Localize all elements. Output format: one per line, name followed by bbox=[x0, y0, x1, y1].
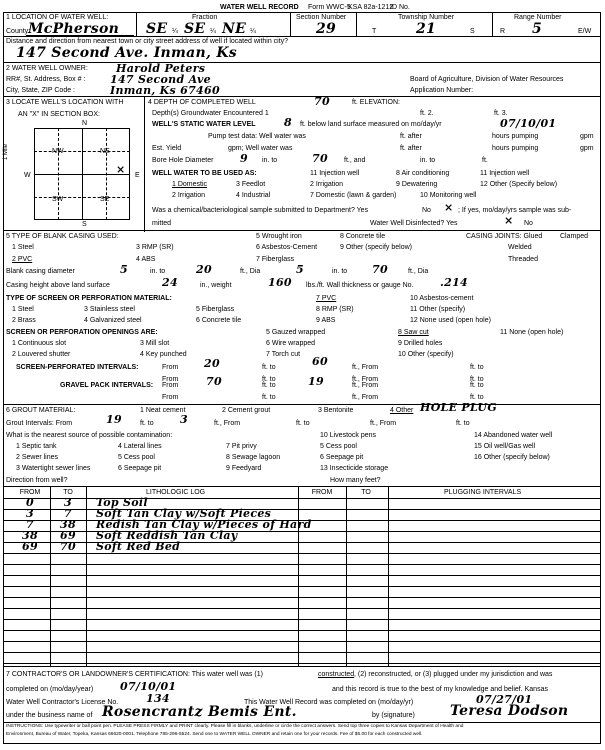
screen-intervals-label: SCREEN-PERFORATED INTERVALS: bbox=[16, 364, 139, 371]
certification-text-1: 7 CONTRACTOR'S OR LANDOWNER'S CERTIFICATION: This water well was (1) bbox=[6, 671, 263, 678]
address-label: RR#, St. Address, Box # : bbox=[6, 76, 86, 83]
log-header-from: FROM bbox=[19, 489, 41, 496]
certification-constructed[interactable]: constructed bbox=[318, 671, 355, 678]
range-label: Range Number bbox=[514, 14, 562, 21]
log-row-rule bbox=[3, 608, 601, 609]
locate-label: 3 LOCATE WELL'S LOCATION WITH bbox=[6, 99, 124, 106]
depth-label: 4 DEPTH OF COMPLETED WELL bbox=[148, 99, 256, 106]
log-header-plugging: PLUGGING INTERVALS bbox=[444, 489, 522, 496]
county-value[interactable]: McPherson bbox=[28, 21, 120, 37]
log-row-rule bbox=[3, 509, 601, 510]
section-number-value[interactable]: 29 bbox=[316, 21, 337, 37]
log-row-to[interactable]: 3 bbox=[64, 496, 72, 509]
ksa-reference: KSA 82a-1212 bbox=[348, 4, 394, 11]
owner-label: 2 WATER WELL OWNER: bbox=[6, 65, 88, 72]
chemical-sample-no-mark: × bbox=[444, 201, 454, 214]
id-number-label: ID No. bbox=[390, 4, 410, 11]
log-row-description[interactable]: Soft Red Bed bbox=[96, 540, 181, 553]
application-number-label: Application Number: bbox=[410, 87, 474, 94]
log-row-to[interactable]: 7 bbox=[64, 507, 72, 520]
log-row-from[interactable]: 3 bbox=[26, 507, 34, 520]
county-label: County: bbox=[6, 28, 31, 35]
license-number-value[interactable]: 134 bbox=[146, 692, 170, 705]
log-row-rule bbox=[3, 542, 601, 543]
grout-other[interactable]: 4 Other bbox=[390, 407, 414, 414]
log-row-rule bbox=[3, 619, 601, 620]
section-box-instruction: AN "X" IN SECTION BOX: bbox=[18, 111, 100, 118]
signature[interactable]: Teresa Dodson bbox=[450, 703, 569, 719]
openings-label: SCREEN OR PERFORATION OPENINGS ARE: bbox=[6, 329, 158, 336]
record-date-value[interactable]: 07/27/01 bbox=[476, 693, 533, 706]
disinfected-yes-mark: × bbox=[504, 214, 514, 227]
casing-pvc[interactable]: 2 PVC bbox=[12, 256, 33, 263]
log-row-rule bbox=[3, 597, 601, 598]
water-use-label: WELL WATER TO BE USED AS: bbox=[152, 170, 257, 177]
bore-depth-value[interactable]: 70 bbox=[312, 152, 328, 165]
address-value[interactable]: 147 Second Ave bbox=[110, 73, 211, 86]
log-row-rule bbox=[3, 564, 601, 565]
log-row-from[interactable]: 0 bbox=[26, 496, 34, 509]
owner-value[interactable]: Harold Peters bbox=[116, 62, 206, 75]
instructions-line-1: INSTRUCTIONS: Use typewriter or ball point pen. PLEASE PRESS FIRMLY and PRINT clearly. Please fill in blanks, underline or circle the correct answers. Send top three copies to Kansas Department of Health and bbox=[6, 724, 464, 729]
direction-label: Direction from well? bbox=[6, 477, 68, 484]
form-number: Form WWC-5 bbox=[308, 4, 351, 11]
fraction-1[interactable]: SE bbox=[146, 21, 168, 37]
contamination-question: What is the nearest source of possible contamination: bbox=[6, 432, 173, 439]
fraction-label: Fraction bbox=[192, 14, 218, 21]
log-row-rule bbox=[3, 575, 601, 576]
township-value[interactable]: 21 bbox=[416, 21, 437, 37]
log-row-rule bbox=[3, 586, 601, 587]
township-label: Township Number bbox=[398, 14, 455, 21]
static-level-date[interactable]: 07/10/01 bbox=[500, 117, 557, 130]
opening-saw-cut[interactable]: 8 Saw cut bbox=[398, 329, 429, 336]
static-level-value[interactable]: 8 bbox=[284, 116, 292, 129]
form-title: WATER WELL RECORD bbox=[220, 4, 299, 11]
distance-value[interactable]: 147 Second Ave. Inman, Ks bbox=[16, 45, 237, 61]
log-row-from[interactable]: 69 bbox=[22, 540, 38, 553]
chemical-sample-question: Was a chemical/bacteriological sample submitted to Department? Yes bbox=[152, 207, 369, 214]
fraction-2[interactable]: SE bbox=[184, 21, 206, 37]
log-row-to[interactable]: 69 bbox=[60, 529, 76, 542]
log-row-from[interactable]: 7 bbox=[26, 518, 34, 531]
log-header-lithologic: LITHOLOGIC LOG bbox=[146, 489, 206, 496]
log-row-rule bbox=[3, 652, 601, 653]
use-domestic[interactable]: 1 Domestic bbox=[172, 181, 208, 188]
log-row-rule bbox=[3, 553, 601, 554]
fraction-3[interactable]: NE bbox=[222, 21, 247, 37]
grout-intervals-label: Grout Intervals: From bbox=[6, 420, 73, 427]
well-location-x-mark: × bbox=[116, 163, 126, 176]
location-label: 1 LOCATION OF WATER WELL: bbox=[6, 14, 109, 21]
log-row-description[interactable]: Redish Tan Clay w/Pieces of Hard bbox=[96, 518, 312, 531]
business-name-value[interactable]: Rosencrantz Bemis Ent. bbox=[102, 704, 297, 720]
bore-diameter-value[interactable]: 9 bbox=[240, 152, 248, 165]
disinfected-label: Water Well Disinfected? Yes bbox=[370, 220, 458, 227]
grout-other-value[interactable]: HOLE PLUG bbox=[420, 401, 498, 414]
groundwater-encountered-label: Depth(s) Groundwater Encountered 1 bbox=[152, 110, 269, 117]
log-row-rule bbox=[3, 531, 601, 532]
section-number-label: Section Number bbox=[296, 14, 347, 21]
log-row-description[interactable]: Soft Tan Clay w/Soft Pieces bbox=[96, 507, 272, 520]
casing-diameter-label: Blank casing diameter bbox=[6, 268, 75, 275]
log-header-to-2: TO bbox=[361, 489, 371, 496]
completed-date-value[interactable]: 07/10/01 bbox=[120, 680, 177, 693]
depth-value[interactable]: 70 bbox=[314, 95, 330, 108]
log-row-description[interactable]: Soft Reddish Tan Clay bbox=[96, 529, 238, 542]
screen-material-label: TYPE OF SCREEN OR PERFORATION MATERIAL: bbox=[6, 295, 172, 302]
log-row-rule bbox=[3, 630, 601, 631]
log-row-to[interactable]: 38 bbox=[60, 518, 76, 531]
board-label: Board of Agriculture, Division of Water Resources bbox=[410, 76, 564, 83]
grout-material-label: 6 GROUT MATERIAL: bbox=[6, 407, 76, 414]
how-many-feet-label: How many feet? bbox=[330, 477, 381, 484]
range-value[interactable]: 5 bbox=[532, 21, 543, 37]
log-row-description[interactable]: Top Soil bbox=[96, 496, 148, 509]
instructions-line-2: Environment, Bureau of Water, Topeka, Kansas 66620-0001. Telephone 785-296-5524. Send one to WATER WELL OWNER and retain one for your records. Fee of $5.00 for each constructed well. bbox=[6, 732, 423, 737]
log-row-rule bbox=[3, 663, 601, 664]
log-row-from[interactable]: 38 bbox=[22, 529, 38, 542]
distance-label: Distance and direction from nearest town or city street address of well if located within city? bbox=[6, 38, 289, 45]
casing-height-label: Casing height above land surface bbox=[6, 282, 110, 289]
casing-type-label: 5 TYPE OF BLANK CASING USED: bbox=[6, 233, 119, 240]
log-header-to: TO bbox=[63, 489, 73, 496]
static-level-label: WELL'S STATIC WATER LEVEL bbox=[152, 121, 256, 128]
city-value[interactable]: Inman, Ks 67460 bbox=[110, 84, 220, 97]
gravel-pack-label: GRAVEL PACK INTERVALS: bbox=[60, 382, 154, 389]
city-label: City, State, ZIP Code : bbox=[6, 87, 75, 94]
casing-joints-label: CASING JOINTS: Glued bbox=[466, 233, 543, 240]
log-row-rule bbox=[3, 641, 601, 642]
log-header-from-2: FROM bbox=[311, 489, 333, 496]
log-row-to[interactable]: 70 bbox=[60, 540, 76, 553]
screen-pvc[interactable]: 7 PVC bbox=[316, 295, 337, 302]
water-well-record-form: WATER WELL RECORD Form WWC-5 KSA 82a-1212 ID No. 1 LOCATION OF WATER WELL: County: McPherson Fraction SE ¼ SE ¼ NE ¼ Section Number 29 Township Number T 21 S Range Number R 5 E/W Distance and direction from nearest town or city street address of well if located within city? 147 Second Ave. Inman, Ks 2 WATER WELL OWNER: RR#, St. Address, Box # : City, State, ZIP Code : Harold Peters 147 Second Ave Inman, Ks 67460 Board of Agriculture, Division of Water Resources Application Number: 3 LOCATE WELL'S LOCATION WITH AN "X" IN SECTION BOX: N S W E 1 Mile NW NE SW SE × 4 DEPTH OF COMPLETED WELL 70 ft. ELEVATION: Depth(s) Groundwater Encountered 1 ft. 2. ft. 3. WELL'S STATIC WATER LEVEL 8 ft. below land surface measured on mo/day/yr 07/10/01 Pump test data: Well water was ft. after hours pumping gpm Est. Yield gpm; Well water was ft. after hours pumping gpm Bore Hole Diameter 9 in. to 70 ft., and in. to ft. WELL WATER TO BE USED AS: 11 Injection well 8 Air conditioning 11 Injection well 1 Domestic 3 Feedlot 2 Irrigation 9 Dewatering 12 Other (Specify below) 2 Irrigation 4 Industrial 7 Domestic (lawn & garden) 10 Monitoring well Was a chemical/bacteriological sample submitted to Department? Yes No × ; If yes, mo/day/yrs sample was sub- mitted Water Well Disinfected? Yes × No 5 TYPE OF BLANK CASING USED: 5 Wrought iron 8 Concrete tile CASING JOINTS: Glued Clamped 1 Steel 3 RMP (SR) 6 Asbestos-Cement 9 Other (specify below) Welded 2 PVC 4 ABS 7 Fiberglass Threaded Blank casing diameter 5 in. to 20 ft., Dia 5 in. to 70 ft., Dia Casing height above land surface 24 in., weight 160 lbs./ft. Wall thickness or gauge No. .214 TYPE OF SCREEN OR PERFORATION MATERIAL: 7 PVC 10 Asbestos-cement 1 Steel 3 Stainless steel 5 Fiberglass 8 RMP (SR) 11 Other (specify) 2 Brass 4 Galvanized steel 6 Concrete tile 9 ABS 12 None used (open hole) SCREEN OR PERFORATION OPENINGS ARE: 5 Gauzed wrapped 8 Saw cut 11 None (open hole) 1 Continuous slot 3 Mill slot 6 Wire wrapped 9 Drilled holes 2 Louvered shutter 4 Key punched 7 Torch cut 10 Other (specify) SCREEN-PERFORATED INTERVALS: From 20 ft. to 60 ft., From ft. to From ft. to ft., From ft. to GRAVEL PACK INTERVALS: From 70 ft. to 19 ft., From ft. to From ft. to ft., From ft. to 6 GROUT MATERIAL: 1 Neat cement 2 Cement grout 3 Bentonite 4 Other HOLE PLUG Grout Intervals: From 19 ft. to 3 ft., From ft. to ft., From ft. to What is the nearest source of possible contamination: 10 Livestock pens 14 Abandoned water well 1 Septic tank 4 Lateral lines 7 Pit privy 5 Cess pool 15 Oil well/Gas well 2 Sewer lines 5 Cess pool 8 Sewage lagoon 6 Seepage pit 16 Other (specify below) 3 Watertight sewer lines 6 Seepage pit 9 Feedyard 13 Insecticide storage Direction from well? How many feet? FROM TO LITHOLOGIC LOG FROM TO PLUGGING INTERVALS 0 3 Top Soil 3 7 Soft Tan Clay w/Soft Pieces 7 38 Redish Tan Clay w/Pieces of Hard 38 69 Soft Reddish Tan Clay 69 70 Soft Red Bed 7 CONTRACTOR'S OR LANDOWNER'S CERTIFICATION: This water well was (1) constructed , (2) reconstructed, or (3) plugged under my jurisdiction and was completed on (mo/day/year) 07/10/01 and this record is true to the best of my knowledge and belief. Kansas Water Well Contractor's License No. 134 This Water Well Record was completed on (mo/day/yr) 07/27/01 under the business name of Rosencrantz Bemis Ent. by (signature) Teresa Dodson INSTRUCTIONS: Use typewriter or ball point pen. PLEASE PRESS FIRMLY and PRINT clearly. Please fill in blanks, underline or circle the correct answers. Send top three copies to Kansas Department of Health and Environment, Bureau of Water, Topeka, Kansas 66620-0001. Telephone 785-296-5524. Send one to WATER WELL OWNER and retain one for your records. Fee of $5.00 for each constructed well. bbox=[0, 0, 605, 750]
